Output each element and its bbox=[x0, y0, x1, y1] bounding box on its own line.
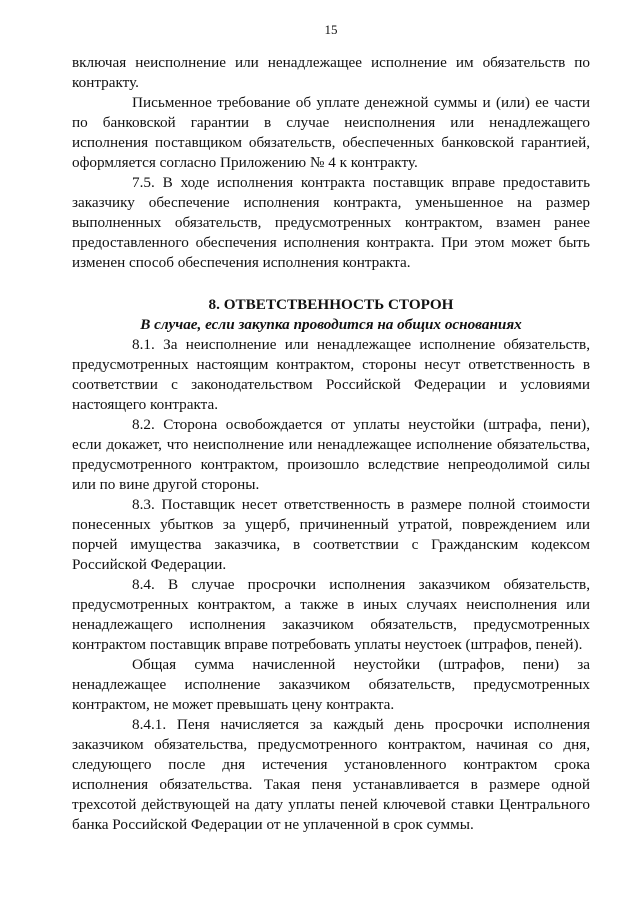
paragraph-7-5: 7.5. В ходе исполнения контракта поставщик вправе предоставить заказчику обеспечение исполнения контракта, уменьшенное на размер выполненных обязательств, предусмотренных контрактом, взамен ранее предоставленного обеспечения исполнения контракта. При этом может быть изменен способ обеспечения исполнения контракта. bbox=[72, 174, 590, 271]
page-number: 15 bbox=[324, 22, 338, 37]
paragraph-8-4: 8.4. В случае просрочки исполнения заказчиком обязательств, предусмотренных контрактом, а также в иных случаях неисполнения или ненадлежащего исполнения заказчиком обязательств, предусмотренных контрактом поставщик вправе потребовать уплаты неустоек (штрафов, пеней). bbox=[72, 576, 590, 653]
paragraph-8-3: 8.3. Поставщик несет ответственность в размере полной стоимости понесенных убытков за ущерб, причиненный утратой, повреждением или порчей имущества заказчика, в соответствии с Гражданским кодексом Российской Федерации. bbox=[72, 496, 590, 573]
paragraph-8-4-1: 8.4.1. Пеня начисляется за каждый день просрочки исполнения заказчиком обязательства, предусмотренного контрактом, начиная со дня, следующего после дня истечения установленного контрактом срока исполнения обязательства. Такая пеня устанавливается в размере одной трехсотой действующей на дату уплаты пеней ключевой ставки Центрального банка Российской Федерации от не уплаченной в срок суммы. bbox=[72, 716, 590, 833]
paragraph-penalty-total: Общая сумма начисленной неустойки (штрафов, пени) за ненадлежащее исполнение заказчиком обязательств, предусмотренных контрактом, не может превышать цену контракта. bbox=[72, 656, 590, 713]
section-subtitle: В случае, если закупка проводится на общих основаниях bbox=[140, 316, 522, 333]
document-page bbox=[72, 22, 590, 835]
paragraph-8-1: 8.1. За неисполнение или ненадлежащее исполнение обязательств, предусмотренных настоящим контрактом, стороны несут ответственность в соответствии с законодательством Российской Федерации и условиями настоящего контракта. bbox=[72, 336, 590, 413]
paragraph-continuation: включая неисполнение или ненадлежащее исполнение им обязательств по контракту. bbox=[72, 54, 590, 91]
paragraph-written-demand: Письменное требование об уплате денежной суммы и (или) ее части по банковской гарантии в случае неисполнения или ненадлежащего исполнения поставщиком обязательств, обеспеченных банковской гарантией, оформляется согласно Приложению № 4 к контракту. bbox=[72, 94, 590, 171]
paragraph-8-2: 8.2. Сторона освобождается от уплаты неустойки (штрафа, пени), если докажет, что неисполнение или ненадлежащее исполнение обязательства, предусмотренного контрактом, произошло вследствие непреодолимой силы или по вине другой стороны. bbox=[72, 416, 590, 493]
section-title: 8. ОТВЕТСТВЕННОСТЬ СТОРОН bbox=[208, 296, 454, 313]
